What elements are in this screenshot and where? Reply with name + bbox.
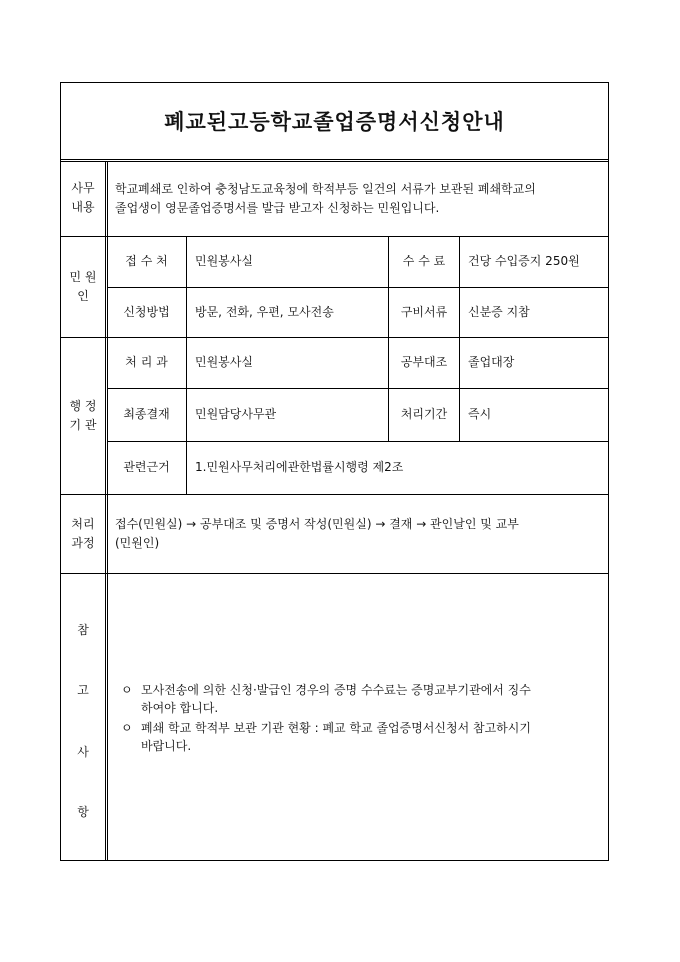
fee-value: 건당 수입증지 250원 — [468, 254, 580, 268]
page-title: 폐교된고등학교졸업증명서신청안내 — [164, 109, 505, 134]
documents-value: 신분증 지참 — [468, 304, 530, 319]
reference-label-char: 항 — [77, 805, 89, 819]
period-value: 즉시 — [468, 407, 492, 421]
method-value: 방문, 전화, 우편, 모사전송 — [195, 304, 334, 319]
period-label: 처리기간 — [400, 407, 448, 421]
reference-note-line: 모사전송에 의한 신청·발급인 경우의 증명 수수료는 증명교부기관에서 징수 — [141, 683, 531, 697]
process-label-line1: 처리 — [71, 516, 95, 531]
affairs-text-line1: 학교폐쇄로 인하여 충청남도교육청에 학적부등 일건의 서류가 보관된 폐쇄학교의 — [115, 182, 536, 196]
petition-label-line1: 민 원 — [69, 269, 97, 284]
process-text-line2: (민원인) — [115, 536, 160, 550]
reference-note-line: 바랍니다. — [141, 739, 192, 753]
process-label-line2: 과정 — [71, 535, 95, 550]
documents-label: 구비서류 — [400, 304, 448, 319]
affairs-label-line1: 사무 — [71, 181, 95, 195]
fee-label: 수 수 료 — [402, 254, 446, 268]
reference-label-char: 참 — [77, 623, 89, 637]
final-approval-value: 민원담당사무관 — [195, 407, 277, 421]
method-label: 신청방법 — [123, 304, 170, 319]
affairs-label-line2: 내용 — [71, 200, 95, 214]
bullet-icon: ㅇ — [121, 721, 133, 735]
register-value: 졸업대장 — [468, 355, 515, 369]
bullet-icon: ㅇ — [121, 683, 133, 697]
petition-label — [61, 236, 105, 337]
reference-note — [121, 719, 601, 755]
process-text-line1: 접수(민원실) → 공부대조 및 증명서 작성(민원실) → 결재 → 관인날인 및 교부 — [115, 517, 519, 531]
divider — [61, 494, 608, 495]
affairs-text-line2: 졸업생이 영문졸업증명서를 발급 받고자 신청하는 민원입니다. — [115, 201, 440, 215]
final-approval-label: 최종결재 — [123, 407, 170, 421]
reference-note-line: 하여야 합니다. — [141, 701, 219, 715]
process-text — [115, 515, 603, 553]
reference-note — [121, 681, 601, 717]
administrative-label-line1: 행 정 — [69, 398, 97, 413]
administrative-label-line2: 기 관 — [69, 417, 97, 432]
processing-dept-label: 처 리 과 — [125, 355, 168, 369]
divider — [61, 159, 608, 162]
reference-note-line: 폐쇄 학교 학적부 보관 기관 현황 : 폐교 학교 졸업증명서신청서 참고하시기 — [141, 721, 531, 735]
reception-label: 접 수 처 — [125, 254, 168, 268]
affairs-text — [115, 180, 603, 218]
divider — [61, 573, 608, 574]
basis-value: 1.민원사무처리에관한법률시행령 제2조 — [195, 460, 404, 474]
affairs-label — [61, 160, 105, 236]
guide-form — [60, 82, 609, 861]
process-label — [61, 494, 105, 573]
basis-label: 관련근거 — [123, 460, 170, 474]
petition-label-line2: 인 — [77, 288, 89, 303]
administrative-label — [61, 337, 105, 494]
reception-value: 민원봉사실 — [195, 254, 253, 268]
register-label: 공부대조 — [400, 355, 448, 369]
processing-dept-value: 민원봉사실 — [195, 355, 253, 369]
reference-label-char: 고 — [77, 683, 89, 697]
reference-label-char: 사 — [77, 745, 89, 759]
